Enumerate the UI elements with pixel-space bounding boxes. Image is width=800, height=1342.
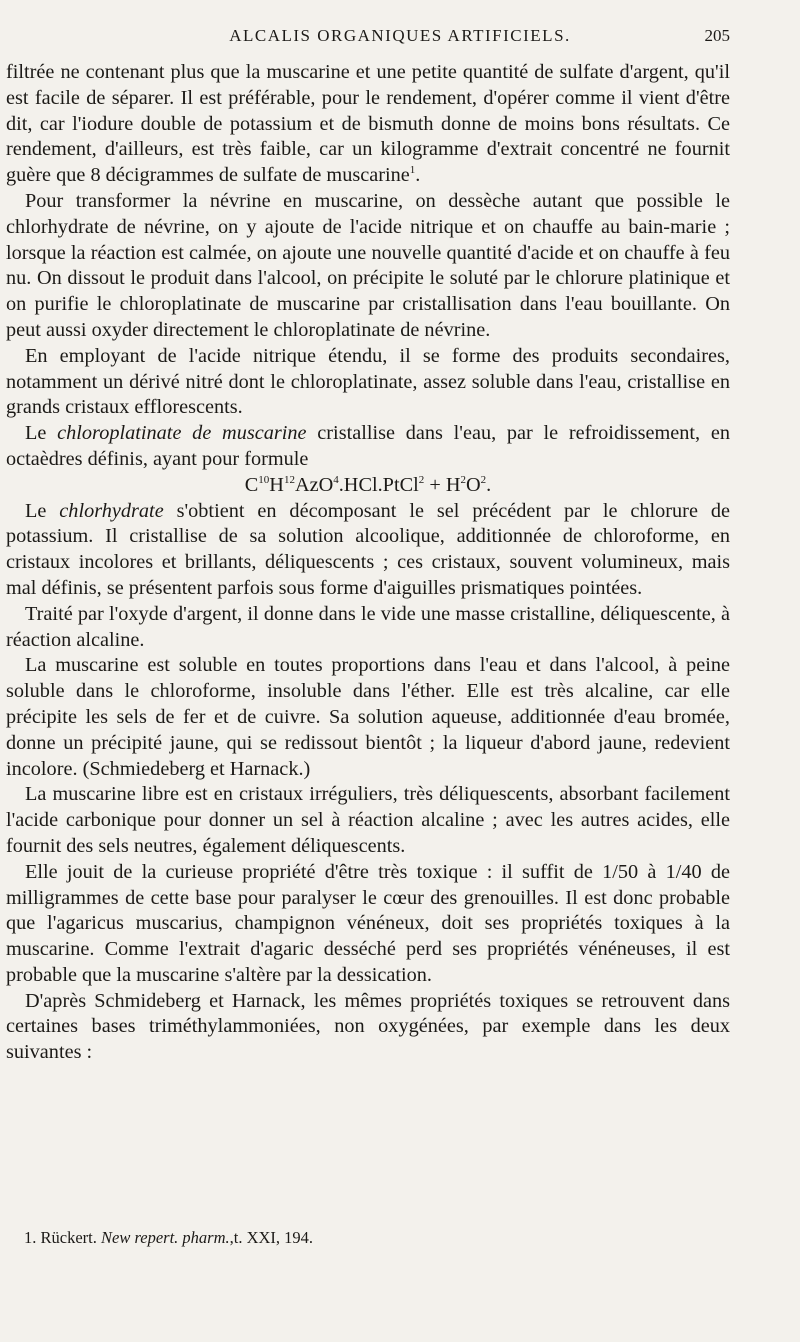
chemical-formula: $C^{10}H^{12}AzO^4.HCl.PtCl^2 + H^2O^2$. bbox=[244, 473, 492, 496]
paragraph-4: Le chloroplatinate de muscarine cristallise dans l'eau, par le refroidissement, en octaèdres définis, ayant pour formule bbox=[6, 422, 731, 470]
paragraph-2: Pour transformer la névrine en muscarine, on dessèche autant que possible le chlorhydrate de névrine, on y ajoute de l'acide nitrique et on chauffe au bain-marie ; lorsque la réaction est calmée, on ajoute une nouvelle quantité d'acide et on chauffe à feu nu. On dissout le produit dans l'alcool, on précipite le soluté par le chlorure platinique et on purifie le chloroplatinate de muscarine par cristallisation dans l'eau bouillante. On peut aussi oxyder directement le chloroplatinate de névrine. bbox=[6, 189, 730, 341]
term-chloroplatinate: chloroplatinate de muscarine bbox=[57, 422, 307, 445]
paragraph-9: Elle jouit de la curieuse propriété d'être très toxique : il suffit de 1/50 à 1/40 de milligrammes de cette base pour paralyser le cœur des grenouilles. Il est donc probable que l'agaricus muscarius, champignon vénéneux, doit ses propriétés toxiques à la muscarine. Comme l'extrait d'agaric desséché perd ses propriétés vénéneuses, il est probable que la muscarine s'altère par la dessication. bbox=[6, 860, 730, 986]
page-header bbox=[0, 22, 800, 52]
running-title: ALCALIS ORGANIQUES ARTIFICIELS. bbox=[229, 26, 571, 45]
body-text bbox=[6, 60, 730, 1066]
paragraph-7: La muscarine est soluble en toutes proportions dans l'eau et dans l'alcool, à peine soluble dans le chloroforme, insoluble dans l'éther. Elle est très alcaline, car elle précipite les sels de fer et de cuivre. Sa solution aqueuse, additionnée d'eau bromée, donne un précipité jaune, qui se redissout bientôt ; la liqueur d'abord jaune, redevient incolore. (Schmiedeberg et Harnack.) bbox=[6, 654, 730, 780]
footnote-reference: 1 bbox=[409, 164, 416, 177]
paragraph-8: La muscarine libre est en cristaux irréguliers, très déliquescents, absorbant facilement l'acide carbonique pour donner un sel à réaction alcaline ; avec les autres acides, elle fournit des sels neutres, également déliquescents. bbox=[6, 783, 730, 857]
footnote-number: 1. bbox=[24, 1228, 37, 1247]
journal-title: New repert. pharm. bbox=[100, 1228, 230, 1247]
footnote: 1. Rückert. New repert. pharm.,t. XXI, 194. bbox=[24, 1228, 314, 1247]
page-number: 205 bbox=[704, 26, 730, 45]
paragraph-10: D'après Schmideberg et Harnack, les mêmes propriétés toxiques se retrouvent dans certaines bases triméthylammoniées, non oxygénées, par exemple dans les deux suivantes : bbox=[6, 989, 730, 1064]
paragraph-1: filtrée ne contenant plus que la muscarine et une petite quantité de sulfate d'argent, qu'il est facile de séparer. Il est préférable, pour le rendement, d'opérer comme il vient d'être dit, car l'iodure double de potassium et de bismuth donne de moins bons résultats. Ce rendement, d'ailleurs, est très faible, car un kilogramme d'extrait concentré ne fournit guère que 8 décigrammes de sulfate de muscarine$^1$. bbox=[6, 61, 730, 187]
paragraph-3: En employant de l'acide nitrique étendu, il se forme des produits secondaires, notamment un dérivé nitré dont le chloroplatinate, assez soluble dans l'eau, cristallise en grands cristaux efflorescents. bbox=[6, 344, 730, 419]
paragraph-6: Traité par l'oxyde d'argent, il donne dans le vide une masse cristalline, déliquescente, à réaction alcaline. bbox=[6, 602, 730, 651]
paragraph-5: Le chlorhydrate s'obtient en décomposant le sel précédent par le chlorure de potassium. Il cristallise de sa solution alcoolique, additionnée de chloroforme, en cristaux incolores et brillants, déliquescents ; ces cristaux, souvent volumineux, mais mal définis, se présentent parfois sous forme d'aiguilles prismatiques pointées. bbox=[6, 499, 730, 599]
term-chlorhydrate: chlorhydrate bbox=[59, 499, 164, 522]
